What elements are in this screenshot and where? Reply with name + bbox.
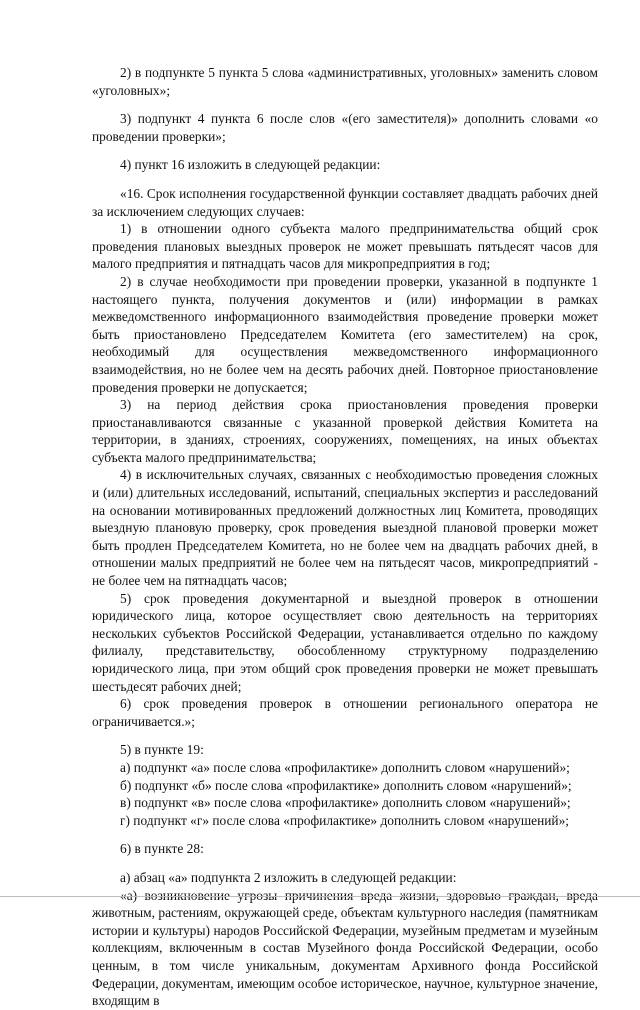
paragraph-item-2: 2) в подпункте 5 пункта 5 слова «административных, уголовных» заменить словом «уголовных»; [92,65,598,98]
paragraph-item-3: 3) подпункт 4 пункта 6 после слов «(его заместителя)» дополнить словами «о проведении проверки»; [92,111,598,144]
paragraph-item-6: 6) в пункте 28: [120,841,204,857]
paragraph-item-5-a: а) подпункт «а» после слова «профилактике» дополнить словом «нарушений»; [120,759,570,775]
paragraph-clause-16-4: 4) в исключительных случаях, связанных с необходимостью проведения сложных и (или) длительных исследований, испытаний, специальных экспертиз и расследований на основании мотивированных предложений должностных лиц Комитета, проводящих выездную плановую проверку, срок проведения выездной плановой проверки может быть продлен Председателем Комитета, но не более чем на двадцать рабочих дней, в отношении малых предприятий не более чем на пятьдесят часов, микропредприятий - не более чем на пятнадцать часов; [92,467,598,589]
page-edge-divider [0,896,640,897]
paragraph-item-5-b: б) подпункт «б» после слова «профилактике» дополнить словом «нарушений»; [120,777,572,793]
paragraph-item-4: 4) пункт 16 изложить в следующей редакции: [120,157,381,173]
paragraph-item-6-a: а) абзац «а» подпункта 2 изложить в следующей редакции: [120,869,457,885]
document-page [92,64,598,1010]
paragraph-clause-16-2: 2) в случае необходимости при проведении проверки, указанной в подпункте 1 настоящего пункта, получения документов и (или) информации в рамках межведомственного информационного взаимодействия проведение проверки может быть приостановлено Председателем Комитета (его заместителем) на срок, необходимый для осуществления межведомственного информационного взаимодействия, но не более чем на десять рабочих дней. Повторное приостановление проведения проверки не допускается; [92,273,598,395]
paragraph-clause-16-5: 5) срок проведения документарной и выездной проверок в отношении юридического лица, которое осуществляет свою деятельность на территориях нескольких субъектов Российской Федерации, устанавливается отдельно по каждому филиалу, представительству, обособленному структурному подразделению юридического лица, при этом общий срок проведения проверки не может превышать шестьдесят рабочих дней; [92,590,598,694]
paragraph-clause-16-3: 3) на период действия срока приостановления проведения проверки приостанавливаются связанные с указанной проверкой действия Комитета на территории, в зданиях, строениях, сооружениях, помещениях, на иных объектах субъекта малого предпринимательства; [92,397,598,465]
paragraph-clause-16-1: 1) в отношении одного субъекта малого предпринимательства общий срок проведения плановых выездных проверок не может превышать пятьдесят часов для малого предприятия и пятнадцать часов для микропредприятия в год; [92,221,598,272]
paragraph-item-6-a-text: животным, растениям, окружающей среде, объектам культурного наследия (памятникам истории и культуры) народов Российской Федерации, музейным предметам и музейным коллекциям, включенным в состав Музейного фонда Российской Федерации, особо ценным, в том числе уникальным, документам Архивного фонда Российской Федерации, документам, имеющим особое историческое, научное, культурное значение, входящим в [92,905,598,1009]
paragraph-item-5: 5) в пункте 19: [120,742,204,758]
paragraph-clause-16-intro: «16. Срок исполнения государственной функции составляет двадцать рабочих дней за исключением следующих случаев: [92,185,598,219]
paragraph-item-5-d: г) подпункт «г» после слова «профилактике» дополнить словом «нарушений»; [120,812,569,828]
paragraph-item-5-c: в) подпункт «в» после слова «профилактике» дополнить словом «нарушений»; [120,795,571,811]
paragraph-clause-16-6: 6) срок проведения проверок в отношении регионального оператора не ограничивается.»; [92,696,598,729]
